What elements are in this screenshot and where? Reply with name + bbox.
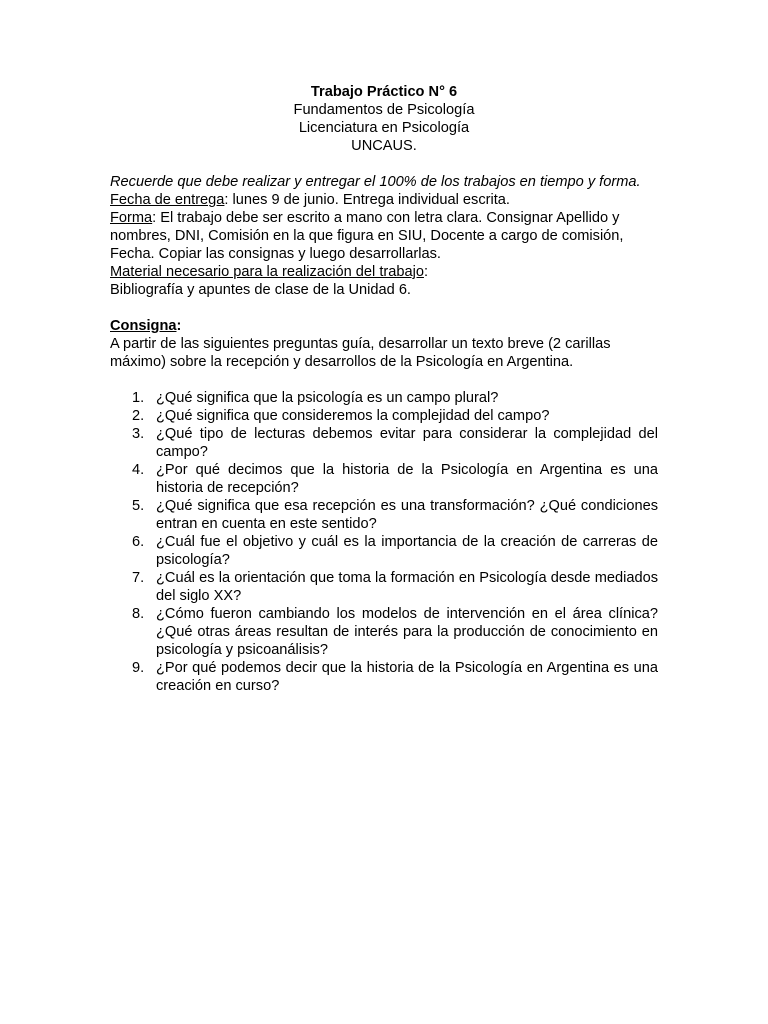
- question-text: ¿Por qué podemos decir que la historia de la Psicología en Argentina es una creación en curso?: [156, 660, 658, 694]
- question-number: 1.: [132, 390, 145, 406]
- question-number: 5.: [132, 498, 145, 514]
- question-number: 4.: [132, 462, 145, 478]
- question-number: 9.: [132, 660, 145, 676]
- question-number: 6.: [132, 534, 145, 550]
- institution-name: UNCAUS.: [351, 138, 417, 154]
- consigna-colon: :: [176, 318, 182, 334]
- question-item: [110, 659, 658, 695]
- spacer: [110, 299, 658, 317]
- material-colon: :: [423, 264, 428, 280]
- consigna-heading: [110, 317, 658, 335]
- question-item: [110, 407, 658, 425]
- question-item: [110, 569, 658, 605]
- questions-list: [110, 389, 658, 695]
- document-header: [110, 83, 658, 155]
- question-text: ¿Cómo fueron cambiando los modelos de intervención en el área clínica? ¿Qué otras áreas resultan de interés para la producción de conocimiento en psicología y psicoanálisis?: [156, 606, 658, 658]
- question-item: [110, 425, 658, 461]
- material-label: Material necesario para la realización del trabajo: [110, 264, 424, 280]
- question-text: ¿Qué significa que consideremos la complejidad del campo?: [156, 408, 550, 424]
- document-title: Trabajo Práctico N° 6: [310, 84, 458, 100]
- consigna-label: Consigna: [110, 318, 177, 334]
- question-item: [110, 389, 658, 407]
- career-name: Licenciatura en Psicología: [298, 120, 470, 136]
- form-text: : El trabajo debe ser escrito a mano con letra clara. Consignar Apellido y nombres, DNI, Comisión en la que figura en SIU, Docente a cargo de comisión, Fecha. Copiar las consignas y luego desarrollarlas.: [110, 210, 624, 262]
- question-item: [110, 497, 658, 533]
- delivery-text: : lunes 9 de junio. Entrega individual escrita.: [224, 192, 510, 208]
- question-item: [110, 461, 658, 497]
- delivery-paragraph: [110, 191, 658, 209]
- delivery-label: Fecha de entrega: [110, 192, 225, 208]
- question-number: 8.: [132, 606, 145, 622]
- question-number: 3.: [132, 426, 145, 442]
- question-text: ¿Por qué decimos que la historia de la Psicología en Argentina es una historia de recepción?: [156, 462, 658, 496]
- form-label: Forma: [110, 210, 153, 226]
- consigna-text: A partir de las siguientes preguntas guía, desarrollar un texto breve (2 carillas máximo) sobre la recepción y desarrollos de la Psicología en Argentina.: [110, 336, 611, 370]
- material-paragraph: [110, 263, 658, 281]
- material-text: Bibliografía y apuntes de clase de la Unidad 6.: [110, 282, 411, 298]
- question-text: ¿Qué significa que esa recepción es una transformación? ¿Qué condiciones entran en cuenta en este sentido?: [156, 498, 658, 532]
- document-content: [110, 83, 658, 695]
- question-text: ¿Cuál fue el objetivo y cuál es la importancia de la creación de carreras de psicología?: [156, 534, 658, 568]
- question-text: ¿Qué tipo de lecturas debemos evitar para considerar la complejidad del campo?: [156, 426, 658, 460]
- question-text: ¿Qué significa que la psicología es un campo plural?: [156, 390, 499, 406]
- question-text: ¿Cuál es la orientación que toma la formación en Psicología desde mediados del siglo XX?: [156, 570, 658, 604]
- intro-paragraph: Recuerde que debe realizar y entregar el 100% de los trabajos en tiempo y forma.: [110, 174, 641, 190]
- spacer: [110, 371, 658, 389]
- question-number: 2.: [132, 408, 145, 424]
- question-number: 7.: [132, 570, 145, 586]
- subject-name: Fundamentos de Psicología: [293, 102, 475, 118]
- question-item: [110, 605, 658, 659]
- question-item: [110, 533, 658, 569]
- form-paragraph: [110, 209, 658, 263]
